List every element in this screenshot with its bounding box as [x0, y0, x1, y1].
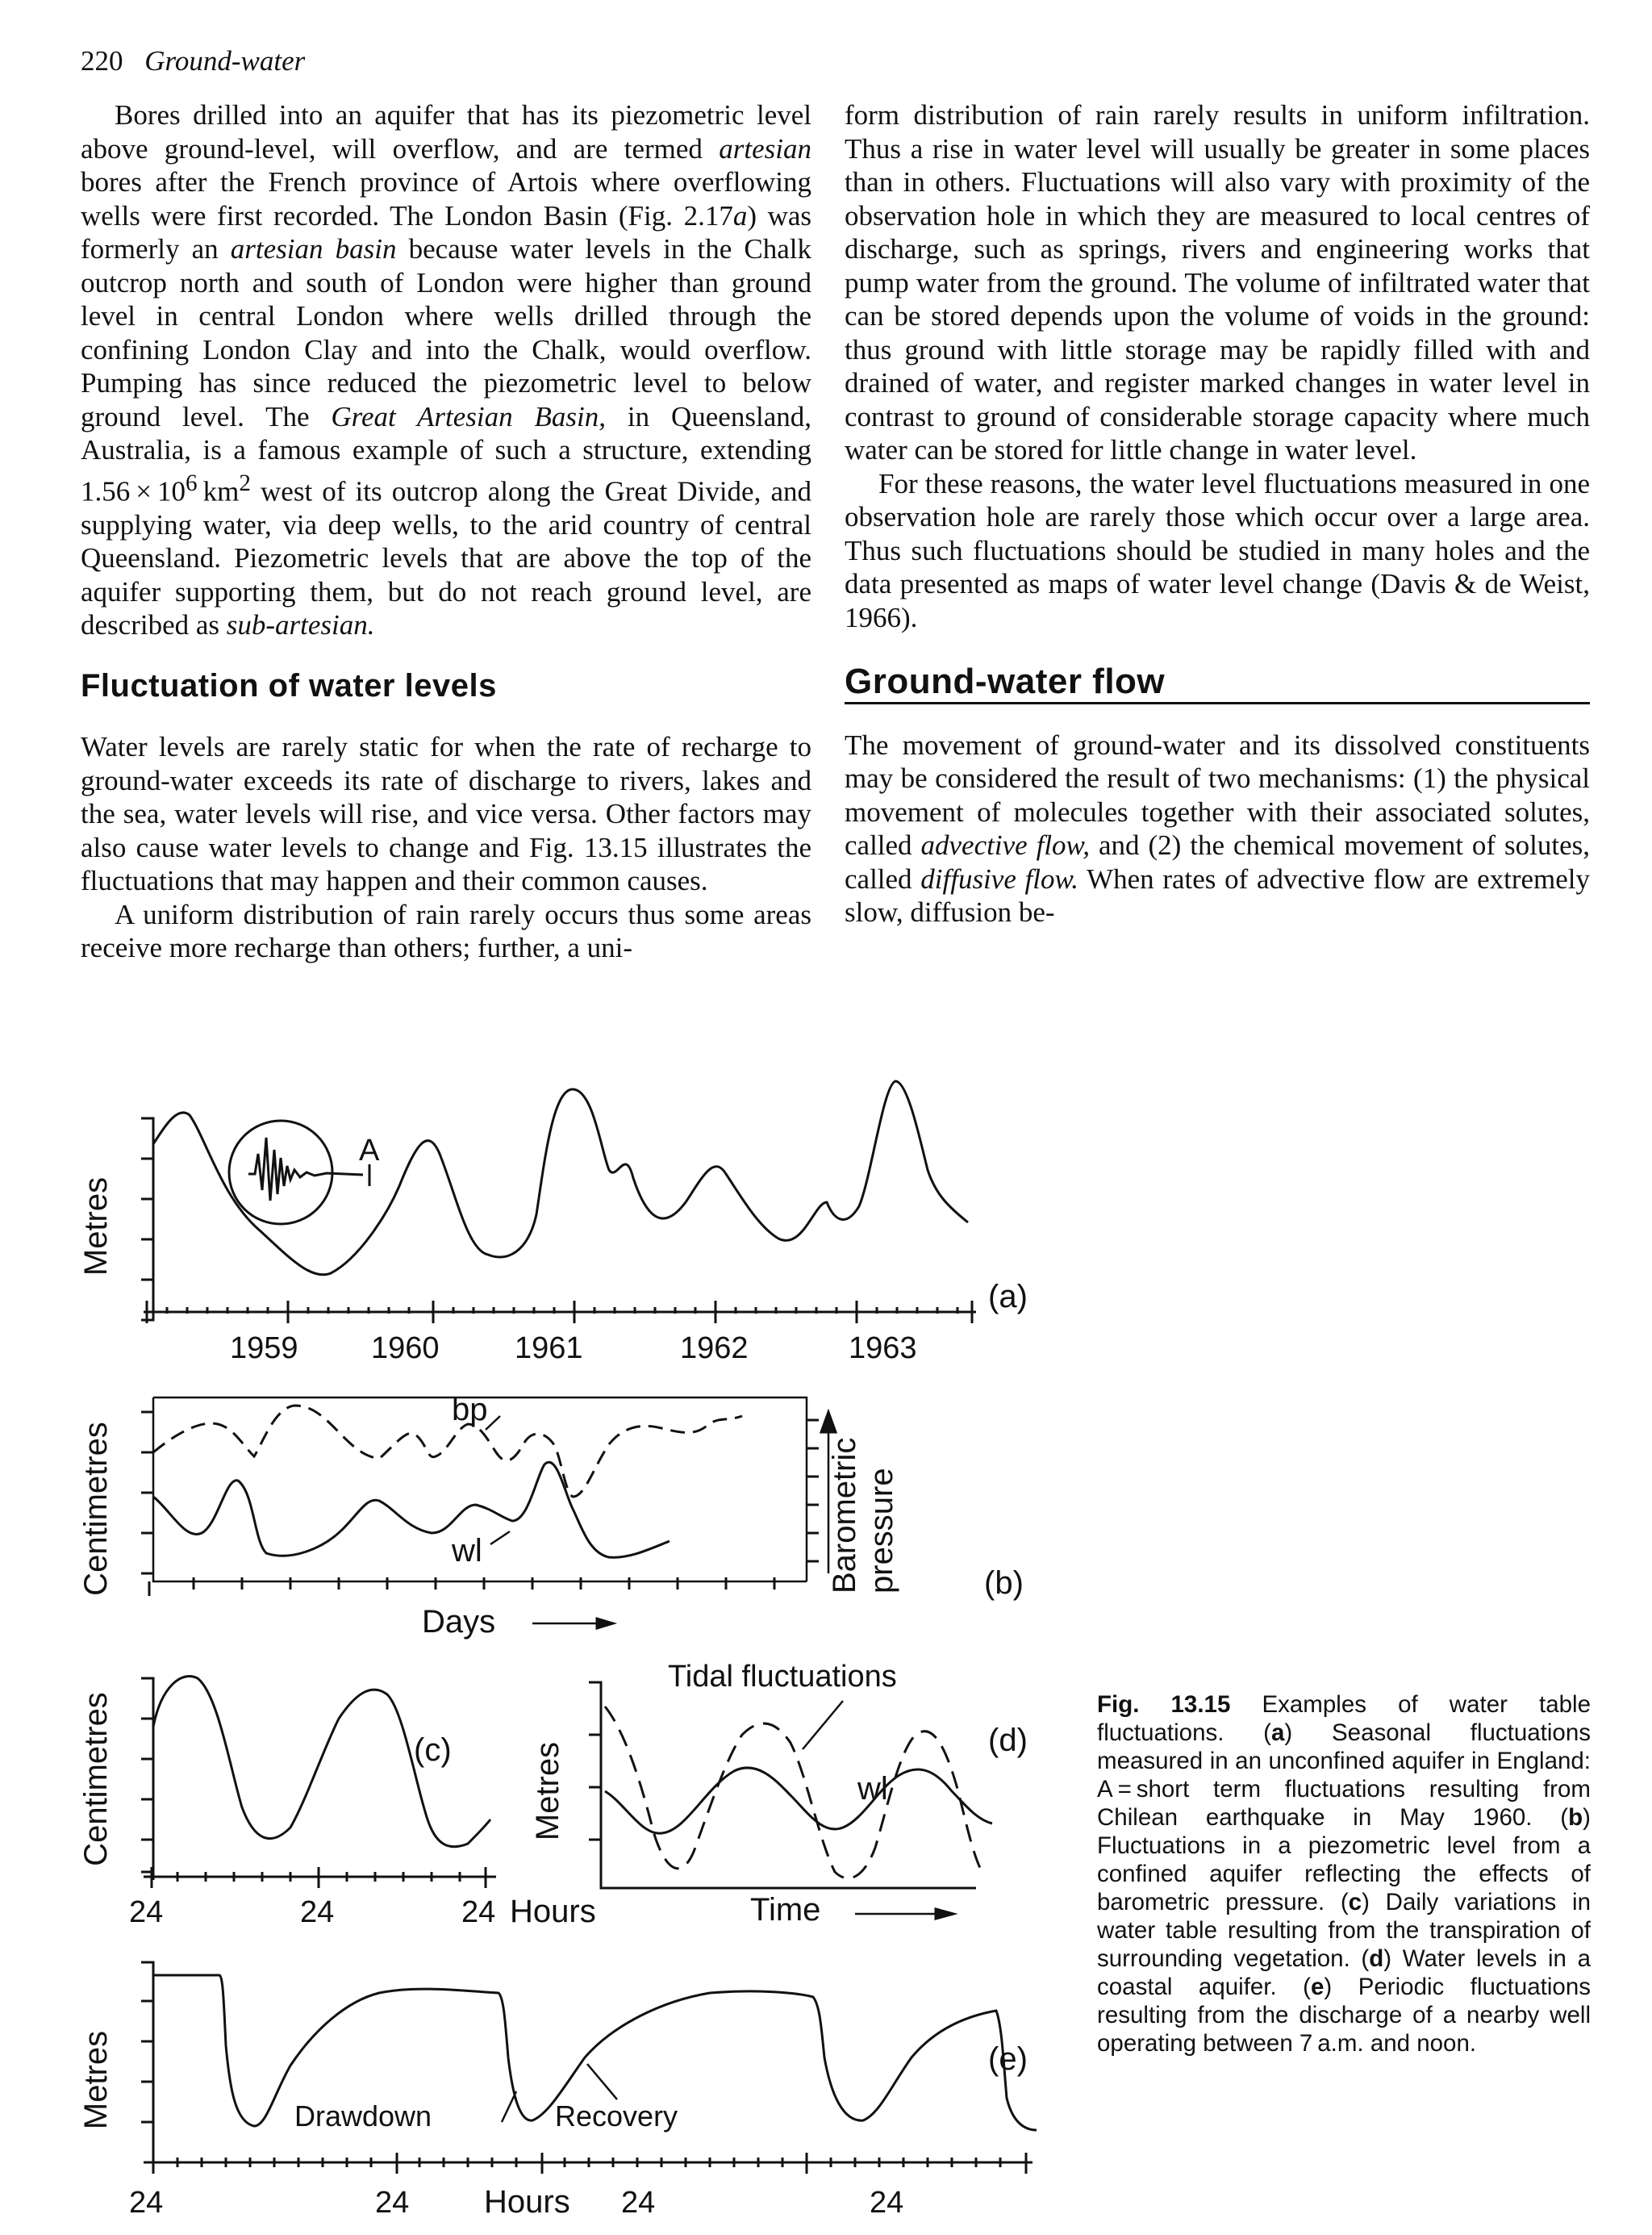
panel-e-tick-2: 24 — [375, 2186, 410, 2220]
figure-caption: Fig. 13.15 Examples of water table fluctuations. (a) Seasonal fluctuations measured in an unconfined aquifer in England: A = short term fluctuations resulting from Chilean earthquake in May 1960. (b) Fluctuations in a piezometric level from a confined aquifer reflecting the effects of barometric pressure. (c) Daily variations in water table resulting from the transpiration of surrounding vegetation. (d) Water levels in a coastal aquifer. (e) Periodic fluctuations resulting from the discharge of a nearby well operating between 7 a.m. and noon. — [1097, 1691, 1592, 2057]
panel-b-x-label: Days — [422, 1604, 496, 1640]
barometric-line-1: Barometric — [827, 1437, 862, 1594]
caption-fig-number: Fig. 13.15 — [1097, 1691, 1231, 1718]
paragraph-infiltration: form distribution of rain rarely results in uniform infiltration. Thus a rise in water level will usually be greater in some places than in others. Fluctuations will also vary with proximity of the observation hole in which they are measured to local centres of discharge, such as springs, rivers and engineering works that pump water from the ground. The volume of infiltrated water that can be stored depends upon the volume of voids in the ground: thus ground with little storage may be rapidly filled with and drained of water, and register marked changes in water level in contrast to ground of considerable storage capacity where much water can be stored for little change in water level. — [845, 99, 1590, 466]
panel-d-title: Tidal fluctuations — [668, 1660, 897, 1694]
earthquake-inset-circle — [229, 1121, 332, 1224]
paragraph-rain-distribution: A uniform distribution of rain rarely occurs thus some areas receive more recharge than others; further, a uni- — [81, 898, 811, 964]
drawdown-label: Drawdown — [294, 2099, 432, 2133]
paragraph-groundwater-flow: The movement of ground-water and its dissolved constituents may be considered the result of two mechanisms: (1) the physical movement of molecules together with their associated solutes, called advective flow, and (2) the chemical movement of solutes, called diffusive flow. When rates of advective flow are extremely slow, diffusion be- — [845, 729, 1590, 928]
curve-label-bp: bp — [452, 1392, 488, 1427]
wl-leader-line — [490, 1531, 510, 1544]
panel-e-ylabel: Metres — [78, 2030, 114, 2130]
panel-b — [78, 1392, 1024, 1640]
recovery-label: Recovery — [555, 2099, 678, 2133]
panel-d-label: (d) — [988, 1723, 1028, 1758]
panel-c-label: (c) — [414, 1732, 452, 1768]
panel-c-tick-3: 24 — [461, 1895, 496, 1929]
panel-d-x-label: Time — [750, 1892, 821, 1928]
year-label-1959: 1959 — [230, 1331, 298, 1365]
panel-c — [78, 1677, 596, 1930]
panel-b-right-ticks — [807, 1420, 819, 1561]
curve-label-wl-d: wl — [857, 1771, 888, 1807]
panel-b-right-label — [827, 1428, 899, 1594]
recovery-leader-line — [587, 2064, 617, 2099]
panel-b-label: (b) — [984, 1565, 1024, 1601]
year-label-1963: 1963 — [849, 1331, 917, 1365]
panel-e-tick-1: 24 — [129, 2186, 164, 2220]
panel-c-tick-2: 24 — [300, 1895, 335, 1929]
panel-b-x-ticks — [149, 1577, 774, 1596]
time-arrowhead — [936, 1909, 953, 1919]
panel-e-tick-3: 24 — [621, 2186, 656, 2220]
panel-d-tide-curve — [605, 1707, 984, 1878]
panel-a-label: (a) — [988, 1279, 1028, 1314]
panel-d — [530, 1660, 1028, 1928]
panel-a-y-axis — [141, 1118, 153, 1320]
panel-e-x-label: Hours — [484, 2184, 570, 2220]
panel-d-ylabel: Metres — [530, 1741, 565, 1841]
panel-b-y-ticks — [141, 1412, 153, 1573]
panel-d-wl-curve — [605, 1768, 992, 1833]
panel-c-y-axis — [141, 1678, 153, 1880]
year-label-1962: 1962 — [680, 1331, 749, 1365]
panel-e-y-axis — [141, 1962, 153, 2162]
panel-d-axes — [589, 1682, 976, 1888]
panel-a-marker-a: A — [359, 1134, 380, 1168]
paragraph-observation: For these reasons, the water level fluctuations measured in one observation hole are rarely those which occur over a large area. Thus such fluctuations should be studied in many holes and the data presented as maps of water level change (Davis & de Weist, 1966). — [845, 467, 1590, 633]
right-column — [845, 98, 1590, 930]
paragraph-fluctuation: Water levels are rarely static for when the rate of recharge to ground-water exceeds its rate of discharge to rivers, lakes and the sea, water levels will rise, and vice versa. Other factors may also cause water levels to change and Fig. 13.15 illustrates the fluctuations that may happen and their common causes. — [81, 731, 811, 897]
drawdown-leader-line — [502, 2091, 516, 2122]
panel-c-x-label: Hours — [510, 1894, 596, 1929]
bp-leader-line — [486, 1416, 500, 1430]
section-heading-fluctuation: Fluctuation of water levels — [81, 667, 497, 704]
barometric-line-2: pressure — [864, 1468, 899, 1594]
running-title: Ground-water — [144, 45, 306, 77]
panel-e-tick-4: 24 — [870, 2186, 904, 2220]
panel-a-ylabel: Metres — [78, 1176, 114, 1276]
tidal-leader-line — [803, 1701, 843, 1749]
panel-e — [78, 1962, 1037, 2220]
left-column — [81, 98, 811, 965]
year-label-1960: 1960 — [371, 1331, 440, 1365]
panel-c-ylabel: Centimetres — [78, 1692, 114, 1866]
section-heading-groundwater-flow: Ground-water flow — [845, 665, 1590, 704]
figure-13-15 — [48, 1057, 1113, 2235]
earthquake-trace — [248, 1138, 363, 1201]
running-head — [81, 45, 305, 77]
panel-a — [78, 1081, 1028, 1365]
panel-c-tick-1: 24 — [129, 1895, 164, 1929]
days-arrowhead — [597, 1619, 613, 1628]
curve-label-wl-b: wl — [452, 1533, 482, 1569]
panel-e-label: (e) — [988, 2041, 1028, 2077]
page-number: 220 — [81, 45, 123, 77]
year-label-1961: 1961 — [515, 1331, 583, 1365]
paragraph-artesian: Bores drilled into an aquifer that has its piezometric level above ground-level, will overflow, and are termed artesian bores after the French province of Artois where overflowing wells were first recorded. The London Basin (Fig. 2.17a) was formerly an artesian basin because water levels in the Chalk outcrop north and south of London were higher than ground level in central London where wells drilled through the confining London Clay and into the Chalk, would overflow. Pumping has since reduced the piezometric level to below ground level. The Great Artesian Basin, in Queensland, Australia, is a famous example of such a structure, extending $1.56 \times 10^6$ $km^2$ west of its outcrop along the Great Divide, and supplying water, via deep wells, to the arid country of central Queensland. Piezometric levels that are above the top of the aquifer supporting them, but do not reach ground level, are described as sub-artesian. — [81, 99, 812, 641]
panel-b-ylabel: Centimetres — [78, 1422, 114, 1596]
